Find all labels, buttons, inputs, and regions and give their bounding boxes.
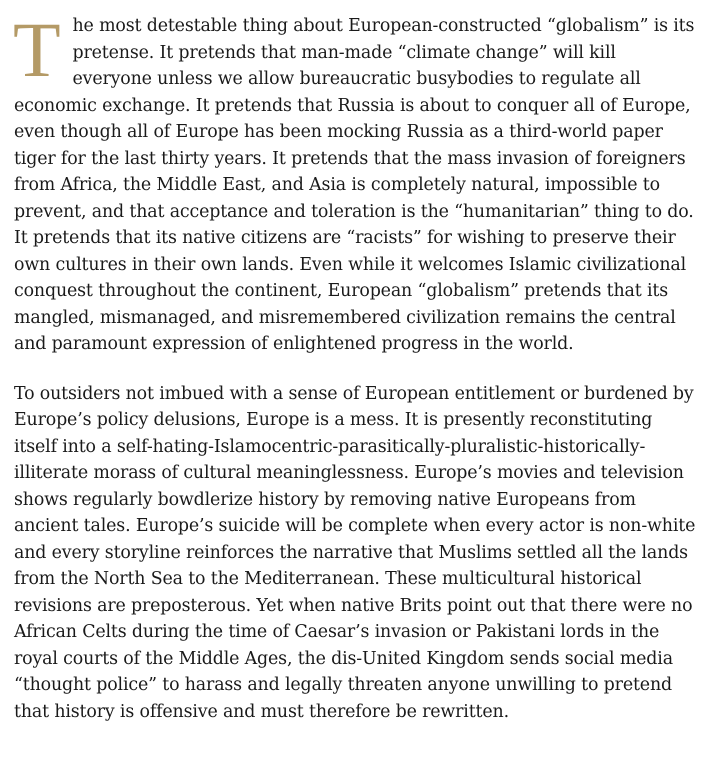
paragraph-2 [14, 381, 698, 726]
paragraph-1 [14, 0, 698, 358]
article-body [14, 0, 698, 725]
paragraph-2-text: To outsiders not imbued with a sense of European entitlement or burdened by Europe’s policy delusions, Europe is a mess. It is presently reconstituting itself into a self-hating-Islamocentric-parasitically-pluralistic-historically-illiterate morass of cultural meaninglessness. Europe’s movies and television shows regularly bowdlerize history by removing native Europeans from ancient tales. Europe’s suicide will be complete when every actor is non-white and every storyline reinforces the narrative that Muslims settled all the lands from the North Sea to the Mediterranean. These multicultural historical revisions are preposterous. Yet when native Brits point out that there were no African Celts during the time of Caesar’s invasion or Pakistani lords in the royal courts of the Middle Ages, the dis-United Kingdom sends social media “thought police” to harass and legally threaten anyone unwilling to pretend that history is offensive and must therefore be rewritten. [14, 383, 696, 722]
drop-cap: T [13, 6, 61, 93]
paragraph-1-text: he most detestable thing about European-constructed “globalism” is its pretense. It pretends that man-made “climate change” will kill everyone unless we allow bureaucratic busybodies to regulate all economic exchange. It pretends that Russia is about to conquer all of Europe, even though all of Europe has been mocking Russia as a third-world paper tiger for the last thirty years. It pretends that the mass invasion of foreigners from Africa, the Middle East, and Asia is completely natural, impossible to prevent, and that acceptance and toleration is the “humanitarian” thing to do. It pretends that its native citizens are “racists” for wishing to preserve their own cultures in their own lands. Even while it welcomes Islamic civilizational conquest throughout the continent, European “globalism” pretends that its mangled, mismanaged, and misremembered civilization remains the central and paramount expression of enlightened progress in the world. [14, 16, 695, 354]
